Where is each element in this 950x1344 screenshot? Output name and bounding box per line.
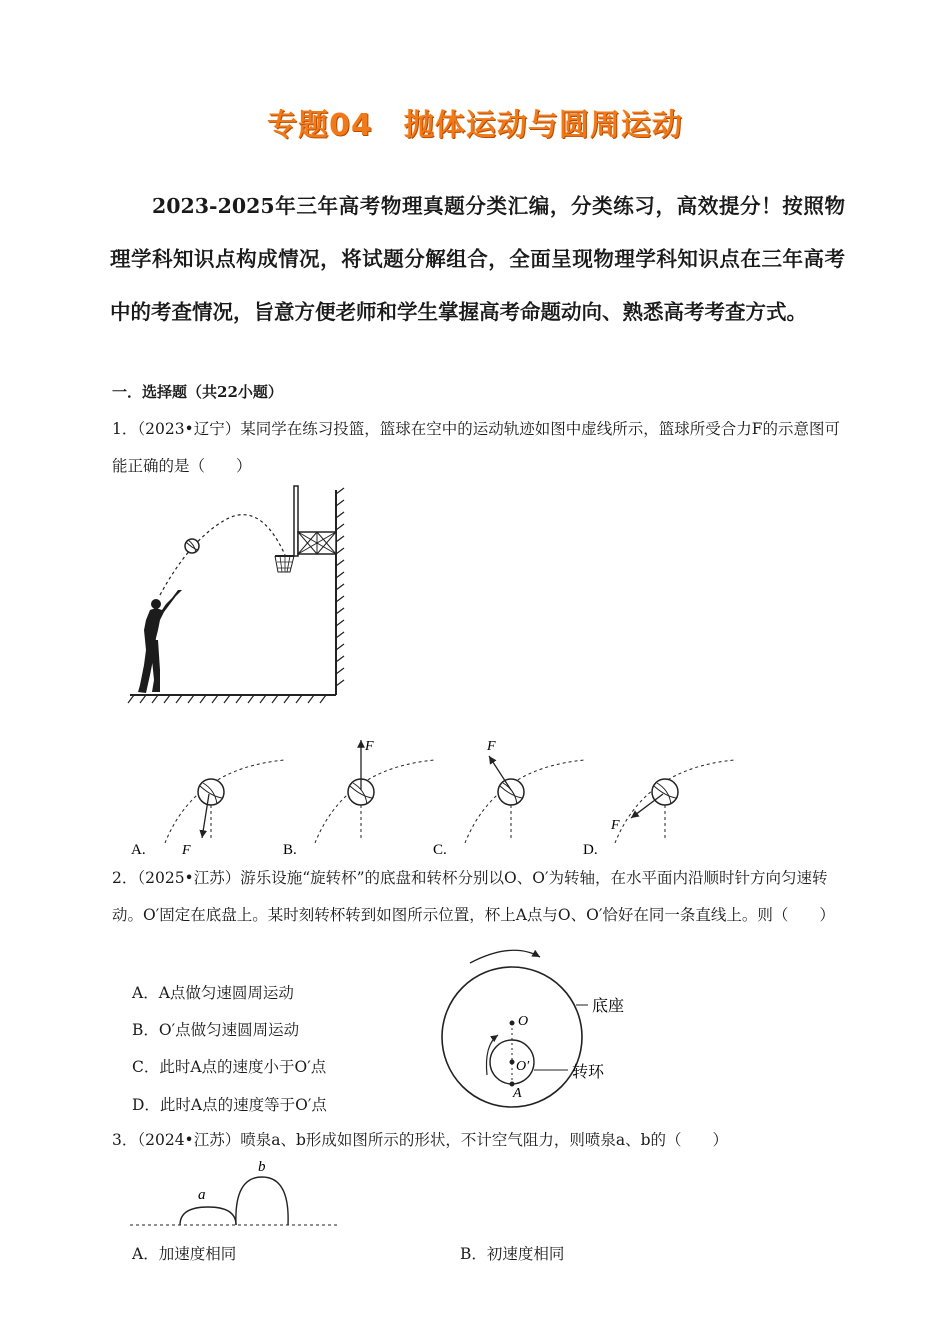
q2-option-a: A．A点做匀速圆周运动 [132,984,294,1002]
option-d-diagram [610,760,735,843]
intro-paragraph: 2023-2025年三年高考物理真题分类汇编，分类练习，高效提分！按照物理学科知识点构成情况，将试题分解组合，全面呈现物理学科知识点在三年高考中的考查情况，旨意方便老师和学生掌握高考命题动向、熟悉高考考查方式。 [110,194,845,324]
question-3-stem: 3．（2024•江苏）喷泉a、b形成如图所示的形状，不计空气阻力，则喷泉a、b的（ ） [112,1131,729,1149]
label-fountain-a: a [198,1187,206,1203]
question-1-stem: 1．（2023•辽宁）某同学在练习投篮，篮球在空中的运动轨迹如图中虚线所示，篮球所受合力F的示意图可能正确的是（ ） [112,420,840,475]
label-o-prime: O′ [516,1059,530,1074]
basketball-scene-figure [120,480,360,710]
option-a-label: A. [131,842,146,858]
option-c-label: C. [433,842,447,858]
option-d-label: D. [583,842,598,858]
rotating-cup-figure [440,945,650,1123]
fountain-figure [128,1155,343,1235]
option-c-diagram [465,739,585,843]
force-label-b: F [365,739,374,754]
question-1-options-figure [125,728,845,860]
option-b-label: B. [283,842,297,858]
force-label-a: F [182,843,191,858]
q2-option-c: C．此时A点的速度小于O′点 [132,1058,327,1076]
q2-option-b: B．O′点做匀速圆周运动 [132,1021,300,1039]
q3-option-a: A．加速度相同 [132,1245,237,1263]
label-fountain-b: b [258,1159,266,1175]
q2-option-d: D．此时A点的速度等于O′点 [132,1096,327,1114]
section-heading: 一．选择题（共22小题） [112,383,283,401]
q3-option-b: B．初速度相同 [460,1245,565,1263]
page-title: 专题04 抛体运动与圆周运动 [267,108,683,143]
option-b-diagram [315,739,435,843]
label-a: A [513,1086,522,1101]
label-ring: 转环 [572,1064,605,1081]
question-2-stem: 2．（2025•江苏）游乐设施“旋转杯”的底盘和转杯分别以O、O′为转轴，在水平面内沿顺时针方向匀速转动。O′固定在底盘上。某时刻转杯转到如图所示位置，杯上A点与O、O′恰好在同一条直线上。则（ ） [112,869,835,924]
force-label-d: F [611,818,620,833]
option-a-diagram [165,760,285,858]
force-label-c: F [487,739,496,754]
label-o: O [518,1014,529,1029]
label-base: 底座 [592,998,625,1015]
